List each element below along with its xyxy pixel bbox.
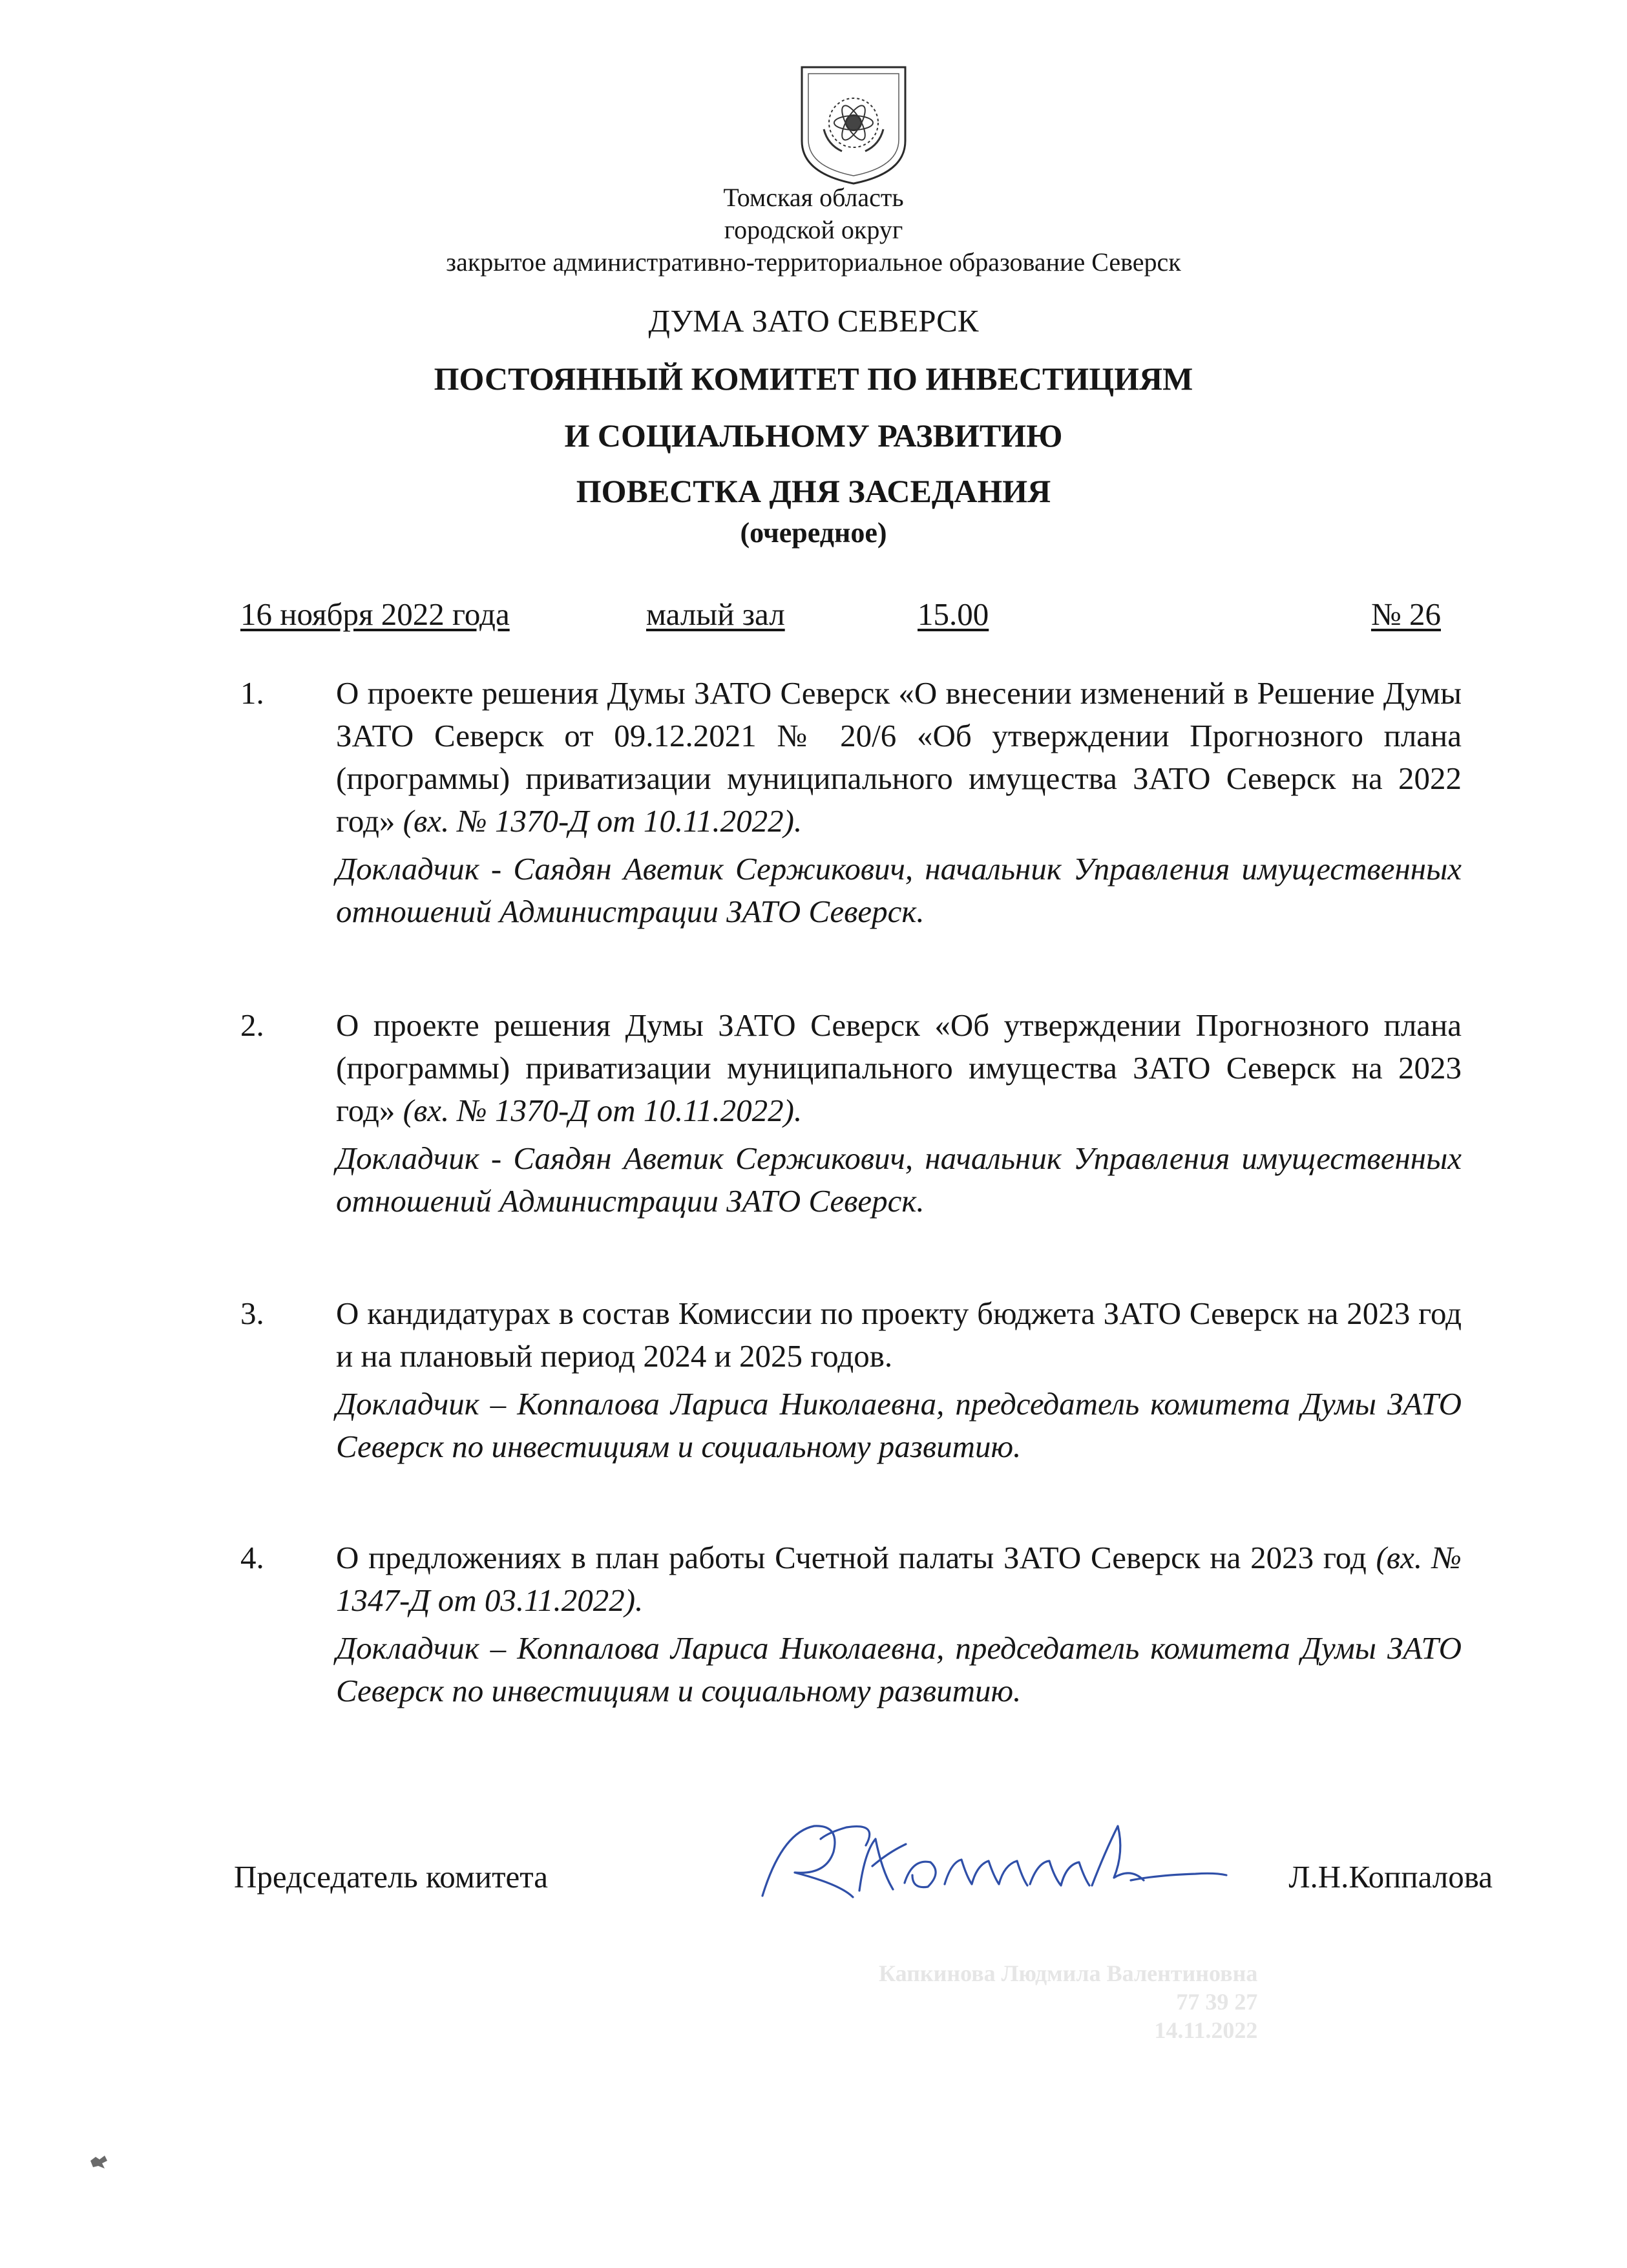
zato-line: закрытое административно-территориальное образование Северск xyxy=(446,247,1181,277)
agenda-item-number: 1. xyxy=(240,675,264,711)
agenda-item-subject: О проекте решения Думы ЗАТО Северск «О внесении изменений в Решение Думы ЗАТО Северск от 09.12.2021 № 20/6 «Об утверждении Прогнозного плана (программы) приватизации муниципального имущества ЗАТО Северск на 2022 год» xyxy=(336,675,1462,839)
okrug-line: городской округ xyxy=(724,215,903,244)
agenda-item-number: 4. xyxy=(240,1540,264,1575)
agenda-item-subject: О проекте решения Думы ЗАТО Северск «Об утверждении Прогнозного плана (программы) приватизации муниципального имущества ЗАТО Северск на 2023 год» xyxy=(336,1007,1462,1128)
stamp-line: Капкинова Людмила Валентиновна xyxy=(879,1960,1258,1986)
stamp-line: 14.11.2022 xyxy=(1154,2017,1258,2043)
agenda-item-speaker: Докладчик - Саядян Аветик Сержикович, начальник Управления имущественных отношений Администрации ЗАТО Северск. xyxy=(336,851,1462,929)
agenda-item-text xyxy=(336,1004,1462,1132)
signatory-name: Л.Н.Коппалова xyxy=(1288,1859,1493,1895)
agenda-title: ПОВЕСТКА ДНЯ ЗАСЕДАНИЯ xyxy=(576,473,1051,509)
meeting-room: малый зал xyxy=(646,596,785,632)
meeting-date: 16 ноября 2022 года xyxy=(240,596,510,632)
handwritten-signature xyxy=(743,1813,1234,1910)
stamp-line: 77 39 27 xyxy=(1176,1989,1258,2015)
scan-speck xyxy=(88,2152,111,2171)
coat-of-arms-emblem xyxy=(797,63,910,186)
agenda-item-text xyxy=(336,1292,1462,1378)
agenda-item-ref: (вх. № 1370-Д от 10.11.2022). xyxy=(403,803,803,839)
region-line: Томская область xyxy=(723,183,904,212)
duma-title: ДУМА ЗАТО СЕВЕРСК xyxy=(648,303,979,339)
agenda-item-speaker: Докладчик - Саядян Аветик Сержикович, начальник Управления имущественных отношений Администрации ЗАТО Северск. xyxy=(336,1140,1462,1219)
agenda-item-number: 3. xyxy=(240,1296,264,1331)
agenda-item-text xyxy=(336,1537,1462,1622)
agenda-item-ref: (вх. № 1370-Д от 10.11.2022). xyxy=(403,1093,803,1128)
agenda-item-speaker: Докладчик – Коппалова Лариса Николаевна, председатель комитета Думы ЗАТО Северск по инвестициям и социальному развитию. xyxy=(336,1386,1462,1464)
agenda-item-speaker: Докладчик – Коппалова Лариса Николаевна, председатель комитета Думы ЗАТО Северск по инвестициям и социальному развитию. xyxy=(336,1630,1462,1708)
agenda-item-body xyxy=(336,1004,1462,1223)
agenda-item-subject: О предложениях в план работы Счетной палаты ЗАТО Северск на 2023 год xyxy=(336,1540,1367,1575)
committee-title-line2: И СОЦИАЛЬНОМУ РАЗВИТИЮ xyxy=(564,417,1063,454)
agenda-item-subject: О кандидатурах в состав Комиссии по проекту бюджета ЗАТО Северск на 2023 год и на плановый период 2024 и 2025 годов. xyxy=(336,1296,1462,1374)
session-type: (очередное) xyxy=(740,517,887,549)
agenda-item-text xyxy=(336,672,1462,843)
meeting-time: 15.00 xyxy=(918,596,989,632)
committee-title-line1: ПОСТОЯННЫЙ КОМИТЕТ ПО ИНВЕСТИЦИЯМ xyxy=(434,361,1193,397)
agenda-item-ref: (вх. № 1347-Д от 03.11.2022). xyxy=(336,1540,1462,1618)
agenda-item-body xyxy=(336,672,1462,933)
signatory-title: Председатель комитета xyxy=(234,1859,549,1895)
agenda-item-number: 2. xyxy=(240,1007,264,1043)
meeting-number: № 26 xyxy=(1370,596,1441,632)
agenda-item-body xyxy=(336,1292,1462,1468)
faint-stamp xyxy=(879,1959,1257,2044)
agenda-item-body xyxy=(336,1537,1462,1712)
